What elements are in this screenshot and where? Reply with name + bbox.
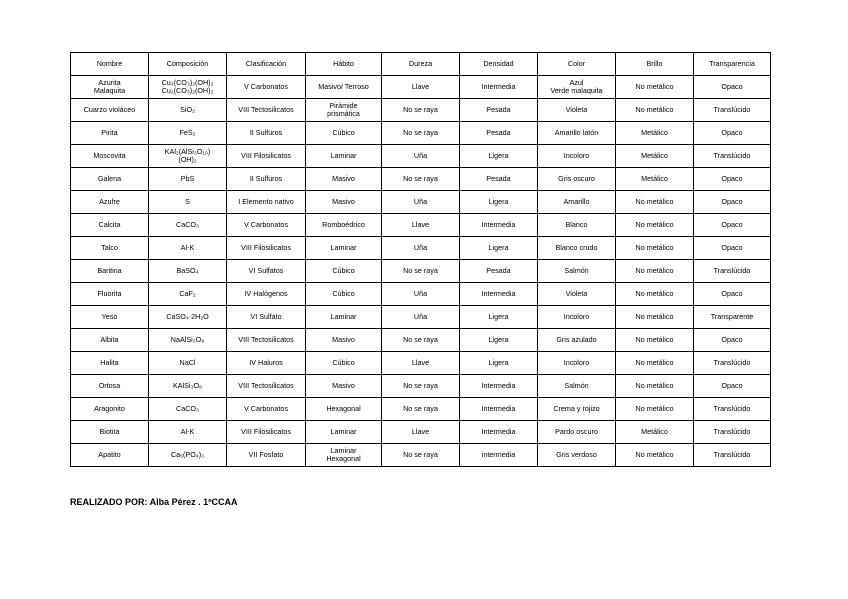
- cell-color: Crema y rojizo: [538, 398, 616, 421]
- cell-clasificacion: V Carbonatos: [227, 398, 306, 421]
- cell-habito: Laminar: [306, 421, 382, 444]
- cell-dureza: Uña: [382, 237, 460, 260]
- cell-brillo: No metálico: [616, 375, 694, 398]
- table-row: [71, 237, 771, 260]
- cell-color: Amarillo latón: [538, 122, 616, 145]
- cell-brillo: No metálico: [616, 398, 694, 421]
- column-header-brillo: Brillo: [616, 53, 694, 76]
- cell-nombre: Ortosa: [71, 375, 149, 398]
- cell-nombre: Biotita: [71, 421, 149, 444]
- author-credit: REALIZADO POR: Alba Pérez . 1ºCCAA: [70, 497, 238, 507]
- cell-composicion: SiO₂: [149, 99, 227, 122]
- table-row: [71, 145, 771, 168]
- cell-densidad: Ligera: [460, 145, 538, 168]
- table-row: [71, 375, 771, 398]
- cell-dureza: No se raya: [382, 444, 460, 467]
- cell-composicion: Cu₃(CO₃)₂(OH)₂ Cu₂(CO₃)₂(OH)₂: [149, 76, 227, 99]
- cell-habito: Laminar: [306, 306, 382, 329]
- column-header-nombre: Nombre: [71, 53, 149, 76]
- cell-composicion: S: [149, 191, 227, 214]
- cell-habito: Cúbico: [306, 283, 382, 306]
- cell-clasificacion: VI Sulfato: [227, 306, 306, 329]
- cell-nombre: Cuarzo violáceo: [71, 99, 149, 122]
- cell-color: Salmón: [538, 375, 616, 398]
- cell-clasificacion: VI Sulfatos: [227, 260, 306, 283]
- cell-transparencia: Transparente: [694, 306, 771, 329]
- cell-transparencia: Translúcido: [694, 145, 771, 168]
- cell-color: Incoloro: [538, 145, 616, 168]
- cell-color: Violeta: [538, 283, 616, 306]
- cell-densidad: Intermedia: [460, 398, 538, 421]
- cell-composicion: CaSO₄·2H₂O: [149, 306, 227, 329]
- cell-nombre: Galena: [71, 168, 149, 191]
- cell-transparencia: Opaco: [694, 283, 771, 306]
- cell-composicion: Al-K: [149, 237, 227, 260]
- column-header-composicion: Composición: [149, 53, 227, 76]
- cell-color: Gris verdoso: [538, 444, 616, 467]
- cell-dureza: No se raya: [382, 260, 460, 283]
- cell-color: Azul Verde malaquita: [538, 76, 616, 99]
- cell-habito: Masivo/ Terroso: [306, 76, 382, 99]
- cell-composicion: Al-K: [149, 421, 227, 444]
- cell-composicion: CaF₂: [149, 283, 227, 306]
- cell-habito: Cúbico: [306, 352, 382, 375]
- table-row: [71, 398, 771, 421]
- cell-habito: Laminar: [306, 237, 382, 260]
- cell-clasificacion: V Carbonatos: [227, 214, 306, 237]
- cell-transparencia: Translúcido: [694, 421, 771, 444]
- cell-brillo: No metálico: [616, 214, 694, 237]
- cell-transparencia: Translúcido: [694, 352, 771, 375]
- table-row: [71, 329, 771, 352]
- cell-color: Violeta: [538, 99, 616, 122]
- cell-clasificacion: VII Fosfato: [227, 444, 306, 467]
- table-row: [71, 352, 771, 375]
- cell-clasificacion: VIII Filosilicatos: [227, 237, 306, 260]
- cell-color: Gris oscuro: [538, 168, 616, 191]
- cell-nombre: Baritina: [71, 260, 149, 283]
- cell-color: Blanco: [538, 214, 616, 237]
- cell-brillo: No metálico: [616, 191, 694, 214]
- cell-densidad: Ligera: [460, 191, 538, 214]
- cell-clasificacion: II Sulfuros: [227, 122, 306, 145]
- table-body: [71, 76, 771, 467]
- cell-clasificacion: IV Halógenos: [227, 283, 306, 306]
- cell-dureza: No se raya: [382, 168, 460, 191]
- column-header-densidad: Densidad: [460, 53, 538, 76]
- cell-transparencia: Translúcido: [694, 444, 771, 467]
- cell-habito: Hexagonal: [306, 398, 382, 421]
- table-row: [71, 76, 771, 99]
- column-header-dureza: Dureza: [382, 53, 460, 76]
- cell-brillo: No metálico: [616, 306, 694, 329]
- cell-clasificacion: VIII Filosilicatos: [227, 145, 306, 168]
- table-row: [71, 168, 771, 191]
- cell-composicion: CaCO₃: [149, 214, 227, 237]
- cell-dureza: Llave: [382, 214, 460, 237]
- cell-clasificacion: V Carbonatos: [227, 76, 306, 99]
- cell-brillo: Metálico: [616, 421, 694, 444]
- cell-nombre: Fluorita: [71, 283, 149, 306]
- cell-dureza: Llave: [382, 352, 460, 375]
- column-header-clasificacion: Clasificación: [227, 53, 306, 76]
- cell-brillo: No metálico: [616, 283, 694, 306]
- cell-densidad: Ligera: [460, 306, 538, 329]
- cell-color: Pardo oscuro: [538, 421, 616, 444]
- table-row: [71, 421, 771, 444]
- cell-transparencia: Translúcido: [694, 260, 771, 283]
- cell-nombre: Calcita: [71, 214, 149, 237]
- cell-dureza: No se raya: [382, 375, 460, 398]
- cell-transparencia: Translúcido: [694, 398, 771, 421]
- cell-transparencia: Opaco: [694, 214, 771, 237]
- cell-composicion: PbS: [149, 168, 227, 191]
- cell-transparencia: Opaco: [694, 237, 771, 260]
- cell-brillo: Metálico: [616, 122, 694, 145]
- column-header-habito: Hábito: [306, 53, 382, 76]
- cell-brillo: No metálico: [616, 99, 694, 122]
- cell-dureza: No se raya: [382, 122, 460, 145]
- cell-nombre: Aragonito: [71, 398, 149, 421]
- cell-nombre: Pirita: [71, 122, 149, 145]
- cell-habito: Masivo: [306, 191, 382, 214]
- cell-densidad: Ligera: [460, 329, 538, 352]
- cell-brillo: No metálico: [616, 352, 694, 375]
- cell-brillo: No metálico: [616, 260, 694, 283]
- cell-densidad: Pesada: [460, 168, 538, 191]
- cell-clasificacion: I Elemento nativo: [227, 191, 306, 214]
- cell-nombre: Yeso: [71, 306, 149, 329]
- cell-composicion: FeS₂: [149, 122, 227, 145]
- cell-transparencia: Opaco: [694, 329, 771, 352]
- cell-clasificacion: VIII Tectosilicatos: [227, 99, 306, 122]
- table-row: [71, 99, 771, 122]
- cell-habito: Romboédrico: [306, 214, 382, 237]
- cell-brillo: No metálico: [616, 237, 694, 260]
- cell-transparencia: Translúcido: [694, 99, 771, 122]
- cell-brillo: No metálico: [616, 444, 694, 467]
- cell-habito: Cúbico: [306, 260, 382, 283]
- cell-brillo: Metálico: [616, 145, 694, 168]
- cell-transparencia: Opaco: [694, 122, 771, 145]
- cell-composicion: CaCO₃: [149, 398, 227, 421]
- cell-composicion: KAlSi₃O₈: [149, 375, 227, 398]
- cell-dureza: No se raya: [382, 99, 460, 122]
- table-row: [71, 214, 771, 237]
- cell-dureza: Llave: [382, 76, 460, 99]
- cell-densidad: Pesada: [460, 99, 538, 122]
- minerals-table: [70, 52, 771, 467]
- cell-habito: Pirámide prismática: [306, 99, 382, 122]
- cell-brillo: No metálico: [616, 76, 694, 99]
- cell-dureza: Uña: [382, 306, 460, 329]
- cell-brillo: No metálico: [616, 329, 694, 352]
- column-header-transparencia: Transparencia: [694, 53, 771, 76]
- cell-color: Incoloro: [538, 306, 616, 329]
- cell-composicion: KAl₂(AlSi₃O₁₀) (OH)₂: [149, 145, 227, 168]
- cell-nombre: Apatito: [71, 444, 149, 467]
- cell-densidad: Intermedia: [460, 421, 538, 444]
- column-header-color: Color: [538, 53, 616, 76]
- cell-nombre: Talco: [71, 237, 149, 260]
- cell-clasificacion: VIII Tectosilicatos: [227, 375, 306, 398]
- cell-transparencia: Opaco: [694, 76, 771, 99]
- cell-densidad: Intermedia: [460, 375, 538, 398]
- cell-composicion: Ca₅(PO₄)₃: [149, 444, 227, 467]
- cell-transparencia: Opaco: [694, 168, 771, 191]
- cell-clasificacion: VIII Filosilicatos: [227, 421, 306, 444]
- cell-habito: Laminar: [306, 145, 382, 168]
- cell-transparencia: Opaco: [694, 191, 771, 214]
- cell-dureza: Uña: [382, 283, 460, 306]
- cell-dureza: No se raya: [382, 329, 460, 352]
- table-row: [71, 191, 771, 214]
- table-row: [71, 260, 771, 283]
- cell-nombre: Azufre: [71, 191, 149, 214]
- cell-clasificacion: VIII Tectosilicatos: [227, 329, 306, 352]
- cell-color: Incoloro: [538, 352, 616, 375]
- cell-densidad: Pesada: [460, 122, 538, 145]
- cell-densidad: Ligera: [460, 237, 538, 260]
- cell-dureza: Llave: [382, 421, 460, 444]
- cell-brillo: Metálico: [616, 168, 694, 191]
- table-header-row: [71, 53, 771, 76]
- cell-color: Gris azulado: [538, 329, 616, 352]
- table-row: [71, 306, 771, 329]
- cell-nombre: Albita: [71, 329, 149, 352]
- cell-dureza: No se raya: [382, 398, 460, 421]
- cell-dureza: Uña: [382, 145, 460, 168]
- cell-color: Amarillo: [538, 191, 616, 214]
- cell-densidad: Intermedia: [460, 214, 538, 237]
- cell-densidad: Intermedia: [460, 283, 538, 306]
- cell-habito: Masivo: [306, 375, 382, 398]
- cell-habito: Cúbico: [306, 122, 382, 145]
- table-row: [71, 444, 771, 467]
- cell-densidad: Intermedia: [460, 76, 538, 99]
- cell-color: Salmón: [538, 260, 616, 283]
- cell-composicion: NaCl: [149, 352, 227, 375]
- cell-nombre: Azurita Malaquita: [71, 76, 149, 99]
- cell-composicion: BaSO₄: [149, 260, 227, 283]
- cell-color: Blanco crudo: [538, 237, 616, 260]
- cell-nombre: Moscovita: [71, 145, 149, 168]
- table-row: [71, 283, 771, 306]
- cell-densidad: intermedia: [460, 444, 538, 467]
- cell-densidad: Pesada: [460, 260, 538, 283]
- cell-clasificacion: IV Haluros: [227, 352, 306, 375]
- cell-densidad: Ligera: [460, 352, 538, 375]
- cell-habito: Masivo: [306, 329, 382, 352]
- cell-nombre: Halita: [71, 352, 149, 375]
- table-row: [71, 122, 771, 145]
- cell-habito: Masivo: [306, 168, 382, 191]
- cell-habito: Laminar Hexagonal: [306, 444, 382, 467]
- cell-dureza: Uña: [382, 191, 460, 214]
- cell-transparencia: Opaco: [694, 375, 771, 398]
- cell-clasificacion: II Sulfuros: [227, 168, 306, 191]
- cell-composicion: NaAlSi₃O₈: [149, 329, 227, 352]
